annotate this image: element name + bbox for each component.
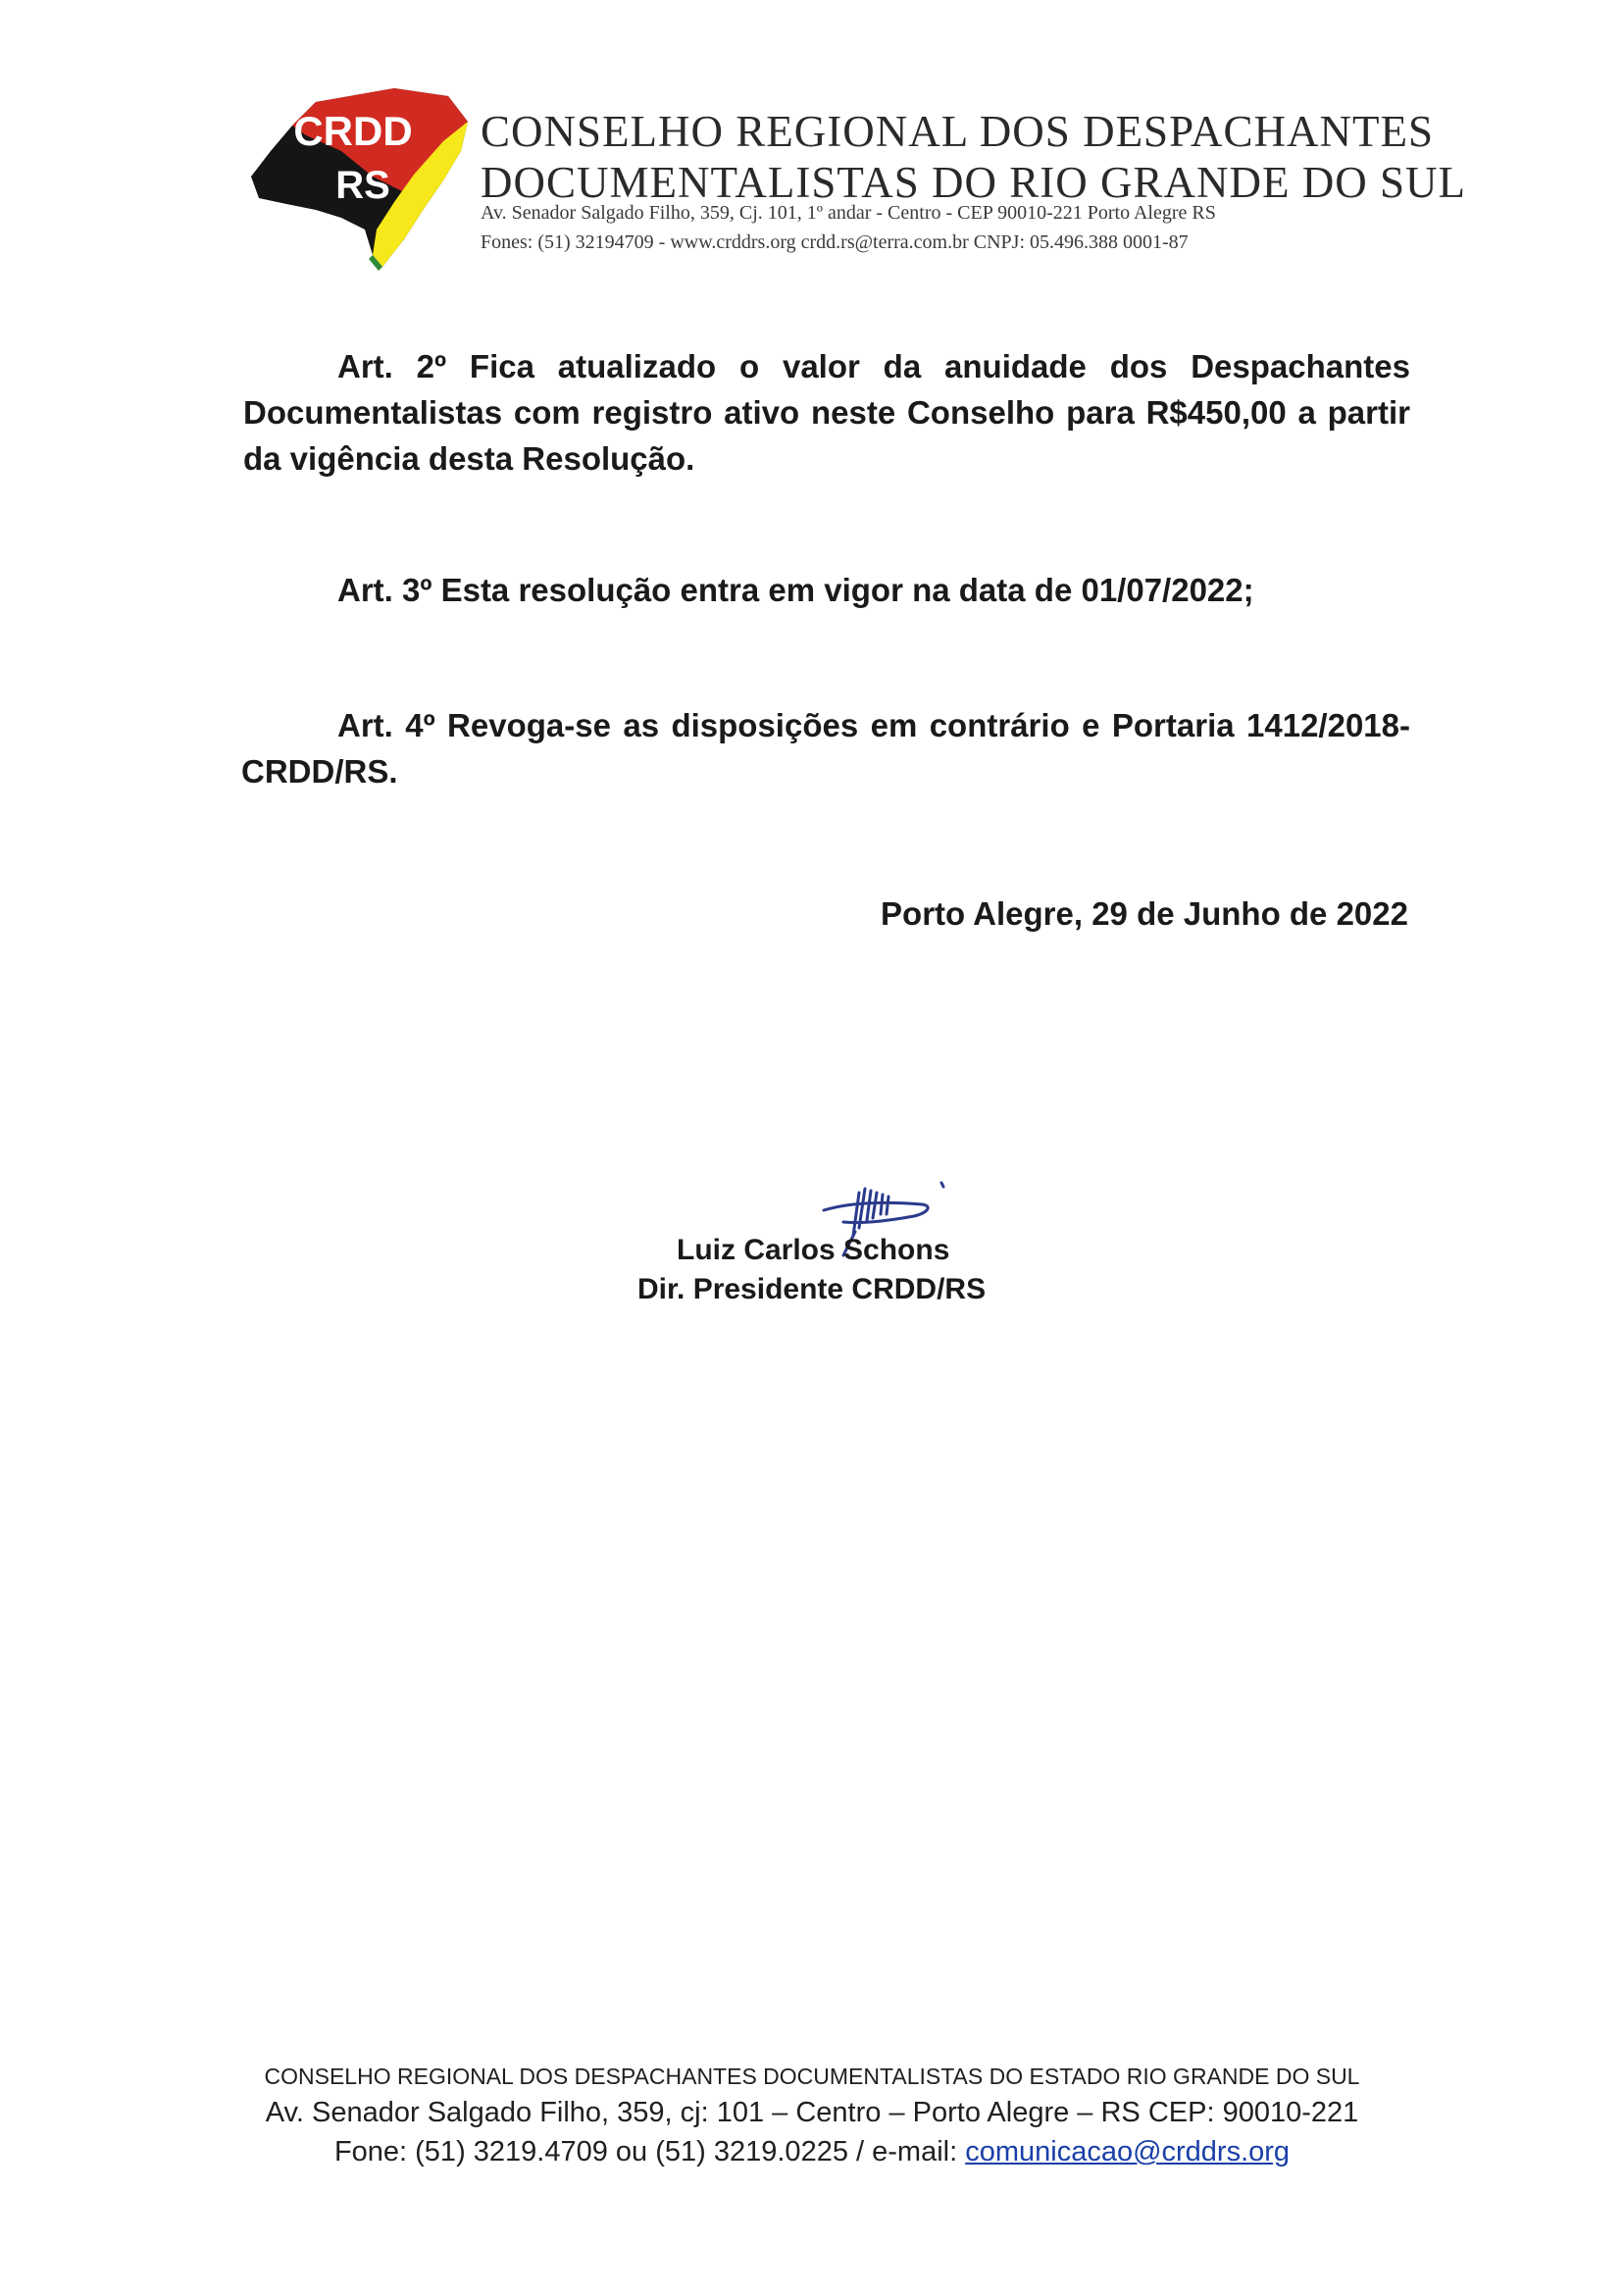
rs-map-logo-icon xyxy=(247,82,479,275)
letterhead-org-name-line1: CONSELHO REGIONAL DOS DESPACHANTES xyxy=(481,107,1434,156)
article-3-paragraph: Art. 3º Esta resolução entra em vigor na data de 01/07/2022; xyxy=(337,572,1254,608)
footer-contacts xyxy=(0,2136,1624,2168)
article-2-paragraph: Art. 2º Fica atualizado o valor da anuidade dos Despachantes Documentalistas com registro ativo neste Conselho para R$450,00 a partir da vigência desta Resolução. xyxy=(243,348,1410,477)
crdd-rs-logo xyxy=(247,82,479,275)
footer-address: Av. Senador Salgado Filho, 359, cj: 101 – Centro – Porto Alegre – RS CEP: 90010-221 xyxy=(265,2097,1359,2128)
letterhead-address: Av. Senador Salgado Filho, 359, Cj. 101, 1º andar - Centro - CEP 90010-221 Porto Alegre RS xyxy=(481,202,1216,224)
signatory-role: Dir. Presidente CRDD/RS xyxy=(637,1273,987,1305)
logo-text-crdd: CRDD xyxy=(293,108,413,154)
footer-phone-text: Fone: (51) 3219.4709 ou (51) 3219.0225 / e-mail: xyxy=(333,2136,966,2167)
footer-email-link[interactable]: comunicacao@crddrs.org xyxy=(965,2136,1291,2167)
letterhead-org-name-line2: DOCUMENTALISTAS DO RIO GRANDE DO SUL xyxy=(481,158,1467,207)
signatory-name: Luiz Carlos Schons xyxy=(677,1234,950,1266)
letterhead-contacts: Fones: (51) 32194709 - www.crddrs.org crdd.rs@terra.com.br CNPJ: 05.496.388 0001-87 xyxy=(481,231,1189,253)
place-and-date: Porto Alegre, 29 de Junho de 2022 xyxy=(881,895,1408,932)
logo-text-rs: RS xyxy=(335,164,390,207)
article-4-paragraph: Art. 4º Revoga-se as disposições em contrário e Portaria 1412/2018-CRDD/RS. xyxy=(241,707,1410,790)
footer-org-name: CONSELHO REGIONAL DOS DESPACHANTES DOCUMENTALISTAS DO ESTADO RIO GRANDE DO SUL xyxy=(264,2064,1360,2089)
